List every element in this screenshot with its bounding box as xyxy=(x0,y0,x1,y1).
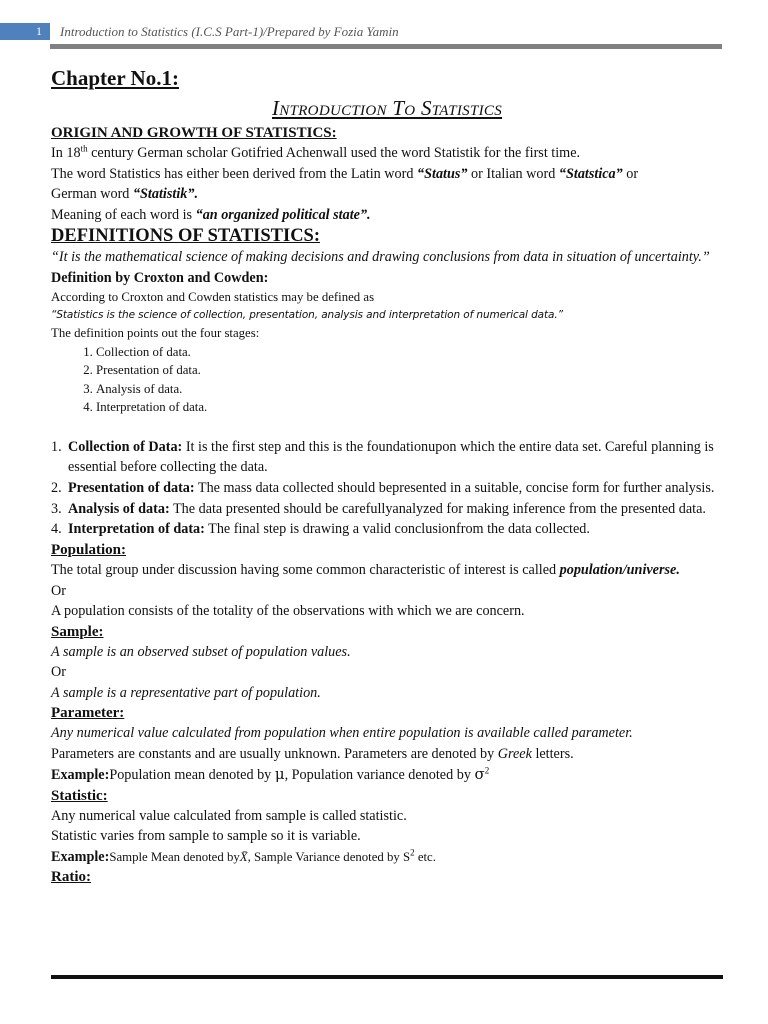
steps-list xyxy=(51,437,723,541)
croxton-heading: Definition by Croxton and Cowden: xyxy=(51,269,269,286)
stages-list xyxy=(51,343,723,417)
croxton-quote: “Statistics is the science of collection, presentation, analysis and interpretation of numerical data.” xyxy=(51,309,563,321)
population-alt: A population consists of the totality of the observations with which we are concern. xyxy=(51,603,525,620)
statistic-note: Statistic varies from sample to sample so it is variable. xyxy=(51,828,361,845)
spacer xyxy=(51,417,723,437)
document-title: Introduction To Statistics xyxy=(271,96,502,120)
definitions-heading: DEFINITIONS OF STATISTICS: xyxy=(51,226,321,246)
page-header xyxy=(0,22,722,42)
sample-def-1: A sample is an observed subset of population values. xyxy=(51,643,351,660)
list-item: 1. Collection of data. xyxy=(96,343,723,362)
list-item: 1. Collection of Data: It is the first step and this is the foundationupon which the entire data set. Careful planning is essential before collecting the data. xyxy=(51,438,714,476)
parameter-note: Parameters are constants and are usually unknown. Parameters are denoted by Greek letters. xyxy=(51,745,574,762)
population-definition: The total group under discussion having some common characteristic of interest is called population/universe. xyxy=(51,562,680,579)
statistic-heading: Statistic: xyxy=(51,787,108,804)
population-or: Or xyxy=(51,582,66,599)
population-heading: Population: xyxy=(51,542,127,559)
origin-line-2: The word Statistics has either been derived from the Latin word “Status” or Italian word “Statstica” or xyxy=(51,165,639,182)
origin-line-4: Meaning of each word is “an organized political state”. xyxy=(51,206,371,223)
parameter-definition: Any numerical value calculated from population when entire population is available called parameter. xyxy=(51,725,633,742)
ratio-heading: Ratio: xyxy=(51,869,91,886)
list-item: 3. Analysis of data. xyxy=(96,380,723,399)
chapter-heading: Chapter No.1: xyxy=(51,66,179,90)
stages-intro: The definition points out the four stages: xyxy=(51,326,260,340)
header-divider xyxy=(50,44,722,49)
footer-divider xyxy=(51,975,723,979)
sample-or: Or xyxy=(51,664,66,681)
list-item: 4. Interpretation of data. xyxy=(96,398,723,417)
parameter-example: Example:Population mean denoted by μ, Population variance denoted by $\sigma^2$ xyxy=(51,765,490,784)
page-number: 1 xyxy=(0,23,50,40)
sample-heading: Sample: xyxy=(51,623,104,640)
header-title: Introduction to Statistics (I.C.S Part-1)/Prepared by Fozia Yamin xyxy=(60,24,399,39)
list-item: 2. Presentation of data: The mass data collected should bepresented in a suitable, concise form for further analysis. xyxy=(51,479,715,496)
origin-line-3: German word “Statistik”. xyxy=(51,186,198,202)
origin-line-1: In 18th century German scholar Gotifried Achenwall used the word Statistik for the first time. xyxy=(51,143,581,161)
list-item: 2. Presentation of data. xyxy=(96,361,723,380)
list-item: 4. Interpretation of data: The final step is drawing a valid conclusionfrom the data collected. xyxy=(51,521,590,538)
list-item: 3. Analysis of data: The data presented should be carefullyanalyzed for making inference from the presented data. xyxy=(51,500,706,517)
parameter-heading: Parameter: xyxy=(51,705,125,722)
statistic-definition: Any numerical value calculated from sample is called statistic. xyxy=(51,807,407,824)
sample-def-2: A sample is a representative part of population. xyxy=(51,684,321,701)
statistic-example: Example:Sample Mean denoted byX̄, Sample Variance denoted by $S^2$ etc. xyxy=(51,846,436,865)
croxton-intro: According to Croxton and Cowden statistics may be defined as xyxy=(51,289,375,304)
definition-quote: “It is the mathematical science of making decisions and drawing conclusions from data in situation of uncertainty.” xyxy=(51,249,710,265)
document-body xyxy=(51,63,723,887)
origin-heading: ORIGIN AND GROWTH OF STATISTICS: xyxy=(51,125,337,141)
